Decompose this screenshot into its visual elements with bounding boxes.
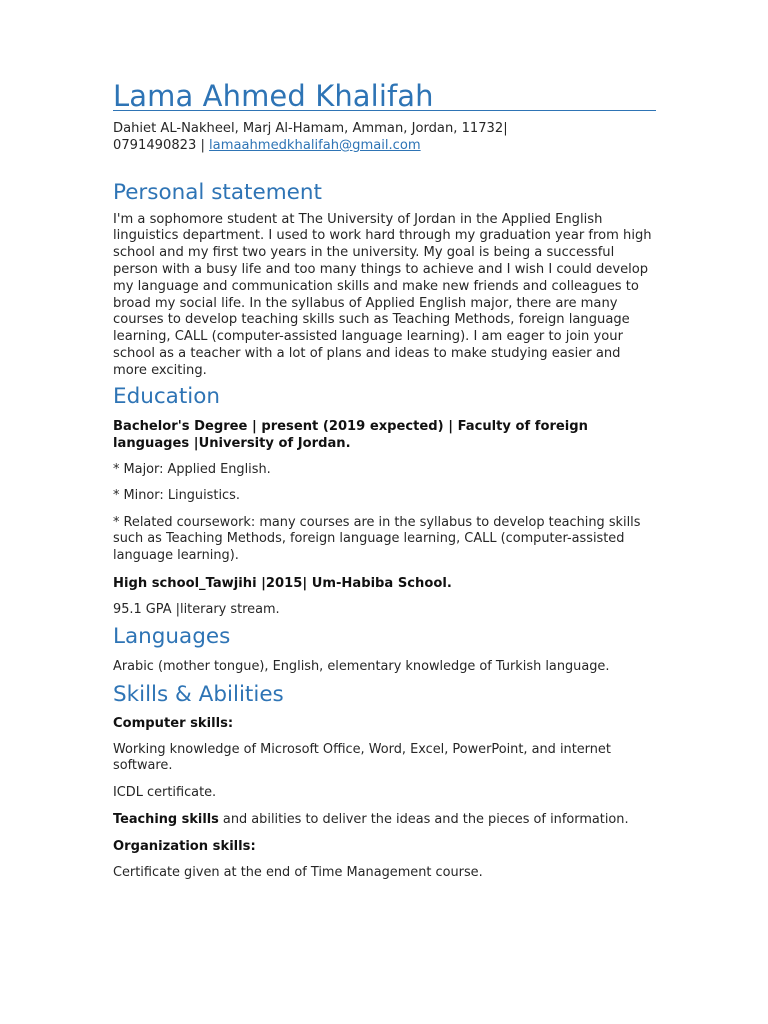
email-link[interactable]: lamaahmedkhalifah@gmail.com bbox=[209, 137, 421, 153]
minor-line: * Minor: Linguistics. bbox=[113, 488, 240, 504]
personal-statement-text: I'm a sophomore student at The University of Jordan in the Applied English linguistics department. I used to work hard through my graduation year from high school and my first two years in the university. My goal is being a successful person with a busy life and too many things to achieve and I wish I could develop my language and communication skills and make new friends and colleagues to broad my social life. In the syllabus of Applied English major, there are many courses to develop teaching skills such as Teaching Methods, foreign language learning, CALL (computer-assisted language learning). I am eager to join your school as a teacher with a lot of plans and ideas to make studying easier and more exciting. bbox=[113, 211, 652, 378]
high-school-line: High school_Tawjihi |2015| Um-Habiba School. bbox=[113, 575, 452, 591]
candidate-name: Lama Ahmed Khalifah bbox=[113, 79, 434, 113]
name-header bbox=[113, 78, 658, 114]
phone: 0791490823 | bbox=[113, 137, 210, 153]
organization-skills-heading: Organization skills: bbox=[113, 839, 256, 855]
icdl-line: ICDL certificate. bbox=[113, 784, 217, 800]
teaching-skills-label: Teaching skills bbox=[113, 811, 219, 827]
degree-line: Bachelor's Degree | present (2019 expected) | Faculty of foreign languages |University of Jordan. bbox=[113, 418, 588, 451]
personal-statement-heading: Personal statement bbox=[113, 179, 322, 205]
major-line: * Major: Applied English. bbox=[113, 461, 271, 477]
gpa-line: 95.1 GPA |literary stream. bbox=[113, 601, 280, 617]
contact-info bbox=[113, 121, 658, 155]
languages-heading: Languages bbox=[113, 624, 231, 650]
organization-skills-text: Certificate given at the end of Time Management course. bbox=[113, 865, 483, 881]
computer-skills-text: Working knowledge of Microsoft Office, Word, Excel, PowerPoint, and internet software. bbox=[113, 741, 611, 774]
teaching-skills-line bbox=[113, 812, 658, 829]
languages-text: Arabic (mother tongue), English, elementary knowledge of Turkish language. bbox=[113, 659, 610, 675]
education-heading: Education bbox=[113, 383, 221, 409]
name-underline-rule bbox=[113, 110, 656, 111]
teaching-skills-text: and abilities to deliver the ideas and the pieces of information. bbox=[218, 811, 629, 827]
skills-heading: Skills & Abilities bbox=[113, 681, 284, 707]
coursework-line: * Related coursework: many courses are in the syllabus to develop teaching skills such as Teaching Methods, foreign language learning, CALL (computer-assisted language learning). bbox=[113, 514, 641, 563]
resume-page bbox=[113, 78, 658, 882]
computer-skills-heading: Computer skills: bbox=[113, 715, 234, 731]
address: Dahiet AL-Nakheel, Marj Al-Hamam, Amman, Jordan, 11732| bbox=[113, 121, 508, 136]
